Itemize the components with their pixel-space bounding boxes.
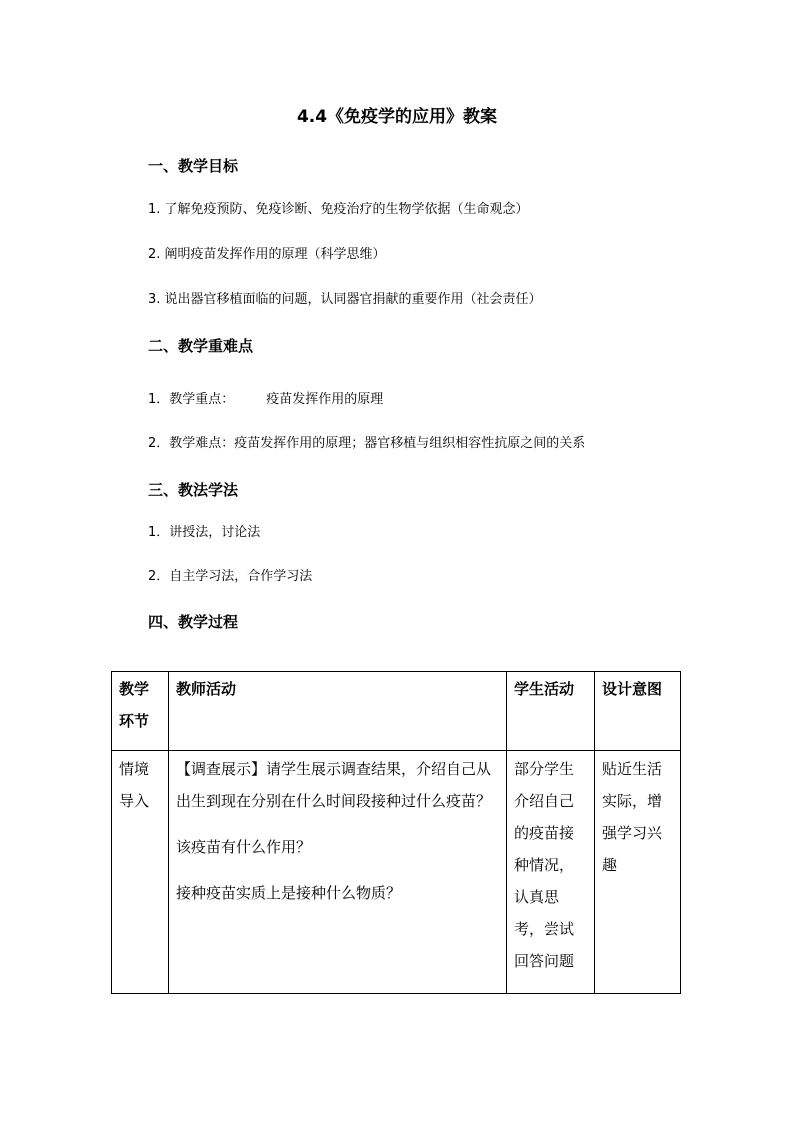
table-header-row — [112, 672, 681, 751]
goal-item: 1. 了解免疫预防、免疫诊断、免疫治疗的生物学依据（生命观念） — [148, 202, 529, 217]
section-heading-methods: 三、教法学法 — [148, 481, 239, 499]
header-teacher-activity: 教师活动 — [169, 672, 507, 751]
cell-teacher-activity — [169, 751, 507, 994]
section-heading-goals: 一、教学目标 — [148, 157, 239, 175]
key-point-label: 1．教学重点： — [148, 392, 235, 407]
page-title: 4.4《免疫学的应用》教案 — [296, 107, 498, 127]
header-design-intent: 设计意图 — [595, 672, 681, 751]
header-student-activity: 学生活动 — [507, 672, 595, 751]
header-stage: 教学环节 — [112, 672, 169, 751]
table-row — [112, 751, 681, 994]
method-item: 2．自主学习法，合作学习法 — [148, 569, 313, 584]
section-heading-process: 四、教学过程 — [148, 613, 239, 631]
key-point-item — [148, 390, 383, 410]
cell-design-intent: 贴近生活实际，增强学习兴趣 — [595, 751, 681, 994]
lesson-process-table — [111, 671, 680, 994]
key-point-text: 疫苗发挥作用的原理 — [266, 392, 384, 407]
teacher-activity-paragraph: 【调查展示】请学生展示调查结果，介绍自己从出生到现在分别在什么时间段接种过什么疫苗？ — [176, 760, 492, 810]
goal-item: 2. 阐明疫苗发挥作用的原理（科学思维） — [148, 247, 386, 262]
method-item: 1．讲授法，讨论法 — [148, 525, 261, 540]
goal-item: 3. 说出器官移植面临的问题，认同器官捐献的重要作用（社会责任） — [148, 292, 542, 307]
section-heading-key-points: 二、教学重难点 — [148, 337, 254, 355]
key-point-item: 2．教学难点：疫苗发挥作用的原理；器官移植与组织相容性抗原之间的关系 — [148, 436, 586, 451]
teacher-activity-paragraph: 该疫苗有什么作用？ — [176, 838, 312, 856]
teacher-activity-paragraph: 接种疫苗实质上是接种什么物质？ — [176, 884, 402, 902]
cell-student-activity: 部分学生介绍自己的疫苗接种情况，认真思考，尝试回答问题 — [507, 751, 595, 994]
cell-stage: 情境导入 — [112, 751, 169, 994]
